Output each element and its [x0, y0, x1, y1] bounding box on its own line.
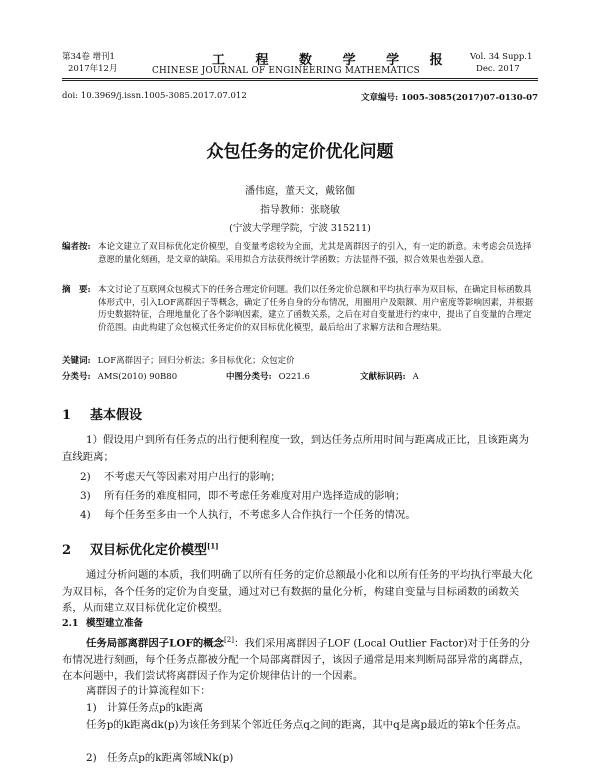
journal-title: 工 程 数 学 学 报 [212, 53, 456, 68]
list-item [80, 487, 540, 502]
clc-label: 中图分类号: [226, 372, 272, 382]
keywords-value: LOF离群因子；回归分析法；多目标优化；众包定价 [97, 356, 295, 366]
lof-paragraph [62, 632, 538, 685]
section-2-ref: [1] [207, 541, 219, 551]
editor-note [62, 241, 538, 266]
advisor: 指导教师：张晓敏 [260, 205, 340, 216]
abstract-label: 摘 要: [62, 285, 91, 295]
clc-value: O221.6 [278, 372, 310, 382]
section-2-title: 双目标优化定价模型 [90, 543, 208, 558]
journal-title-en: CHINESE JOURNAL OF ENGINEERING MATHEMATICS [152, 66, 421, 76]
lof-term: 任务局部离群因子LOF的概念 [86, 637, 225, 650]
header-rule-1 [62, 78, 538, 79]
clc-number [226, 370, 310, 382]
list-item-text: 每个任务至多由一个人执行，不考虑多人合作执行一个任务的情况。 [104, 509, 416, 521]
subsection-2-1-number: 2.1 [62, 618, 79, 629]
list-item-text: 所有任务的难度相同，即不考虑任务难度对用户选择造成的影响； [104, 490, 406, 502]
section-1-number: 1 [62, 408, 72, 423]
keywords [62, 354, 295, 366]
section-1-heading [62, 404, 142, 423]
paper-title: 众包任务的定价优化问题 [206, 142, 394, 162]
step-1-description: 任务p的k距离dk(p)为该任务到某个邻近任务点q之间的距离，其中q是离p最近的第k个任务点。 [86, 719, 527, 731]
abstract [62, 284, 538, 334]
section-1-paragraph: 1）假设用户到所有任务点的出行便利程度一致，到达任务点所用时间与距离成正比，且该距离为直线距离； [62, 434, 530, 463]
section-2-heading [62, 539, 219, 558]
class-label: 分类号: [62, 372, 91, 382]
subsection-2-1-title: 模型建立准备 [86, 618, 144, 629]
editor-note-label: 编者按: [62, 242, 91, 252]
doi: doi: 10.3969/j.issn.1005-3085.2017.07.012 [62, 91, 247, 101]
list-item-number: 2) [80, 471, 91, 483]
list-item-number: 4) [80, 509, 91, 521]
header-vol-en: Vol. 34 Supp.1 [470, 52, 533, 62]
doc-label: 文献标识码: [360, 372, 406, 382]
process-intro: 离群因子的计算流程如下： [86, 685, 211, 697]
header-volume: 第34卷 增刊1 [62, 52, 115, 62]
doc-value: A [412, 372, 419, 382]
class-value: AMS(2010) 90B80 [97, 372, 178, 382]
authors: 潘伟庭，董天文，戴铭伽 [245, 186, 355, 197]
step-1: 1) 计算任务点p的k距离 [86, 702, 204, 714]
list-item-text: 不考虑天气等因素对用户出行的影响； [104, 471, 281, 483]
classification-number [62, 370, 177, 382]
step-2: 2) 任务点p的k距离邻域Nk(p) [86, 752, 234, 764]
list-item [80, 468, 540, 483]
list-item [80, 506, 540, 521]
section-2-number: 2 [62, 543, 72, 558]
section-2-paragraph: 通过分析问题的本质，我们明确了以所有任务的定价总额最小化和以所有任务的平均执行率最大化为双目标，各个任务的定价为自变量，通过对已有数据的量化分析，构建自变量与目标函数的函数关系，从而建立双目标优化定价模型。 [62, 569, 533, 614]
keywords-label: 关键词: [62, 356, 91, 366]
header-date-en: Dec. 2017 [476, 64, 520, 74]
affiliation: (宁波大学理学院，宁波 315211) [229, 223, 371, 234]
lof-ref: [2] [224, 636, 234, 644]
section-1-title: 基本假设 [90, 408, 143, 423]
lof-text: ：我们采用离群因子LOF (Local Outlier Factor)对于任务的分布情况进行刻画，每个任务点都被分配一个局部离群因子，该因子通常是用来判断局部异常的离群点，在本问题中，我们尝试将离群因子作为定价规律估计的一个因素。 [62, 637, 531, 683]
header-date: 2017年12月 [68, 64, 118, 74]
doc-code [360, 370, 419, 382]
subsection-2-1-heading [62, 616, 538, 633]
editor-note-text: 本论文建立了双目标优化定价模型，自变量考虑较为全面，尤其是离群因子的引入，有一定的新意。未考虑会员选择意愿的量化刻画，是文章的缺陷。采用拟合方法获得统计学函数；方法显得不强，拟合效果也差强人意。 [98, 242, 532, 265]
header-rule-2 [62, 80, 538, 81]
article-number: 文章编号: 1005-3085(2017)07-0130-07 [360, 93, 538, 103]
list-item-number: 3) [80, 490, 91, 502]
abstract-text: 本文讨论了互联网众包模式下的任务合理定价问题。我们以任务定价总额和平均执行率为双目标，在确定目标函数具体形式中，引入LOF离群因子等概念，确定了任务自身的分布情况，用圈用户及限额、用户密度等影响因素，并根据历史数据特征，合理地量化了各个影响因素，建立了函数关系，之后在对自变量进行约束中，提出了自变量的合理定价范围。由此构建了众包模式任务定价的双目标优化模型，最后给出了求解方法和合理结果。 [98, 285, 534, 333]
